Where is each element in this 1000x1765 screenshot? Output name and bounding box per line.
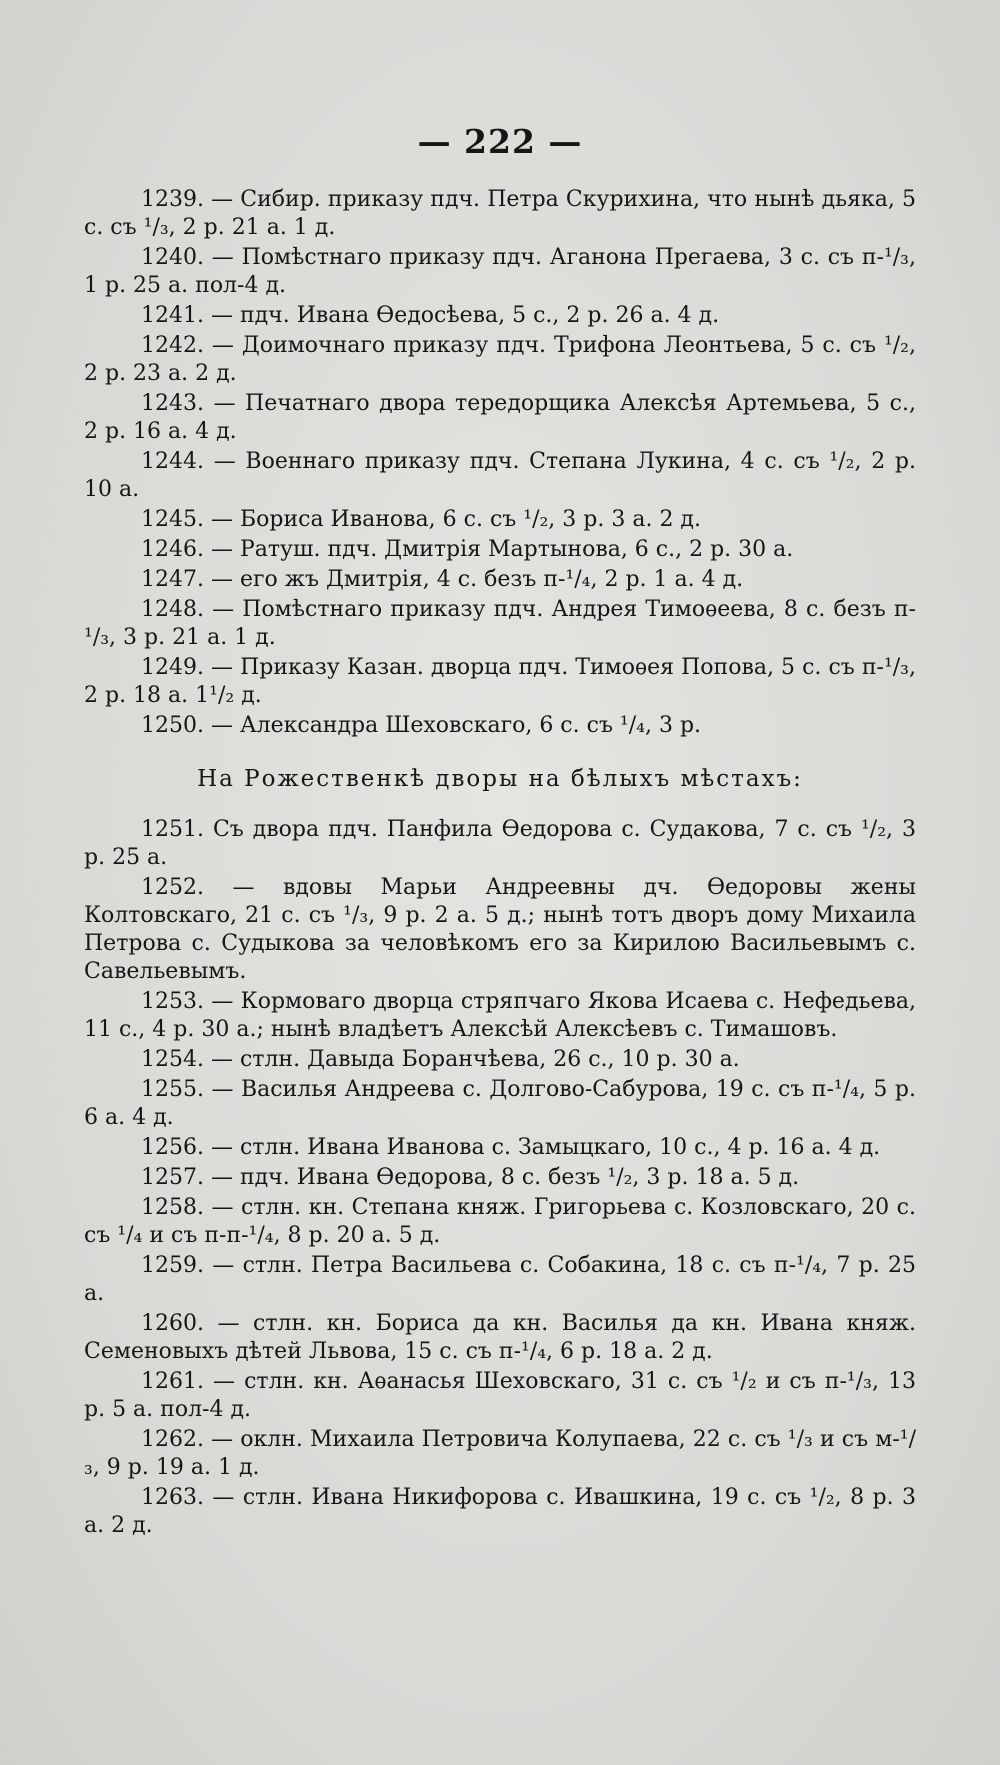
entry-1249: 1249. — Приказу Казан. дворца пдч. Тимоѳея Попова, 5 с. съ п-¹/₃, 2 р. 18 а. 1¹/₂ д. bbox=[84, 655, 916, 708]
page-body bbox=[84, 186, 916, 1542]
entry-1253: 1253. — Кормоваго дворца стряпчаго Якова Исаева с. Нефедьева, 11 с., 4 р. 30 а.; нынѣ владѣетъ Алексѣй Алексѣевъ с. Тимашовъ. bbox=[84, 989, 916, 1042]
entry-1241: 1241. — пдч. Ивана Ѳедосѣева, 5 с., 2 р. 26 а. 4 д. bbox=[141, 303, 720, 328]
page-number: — 222 — bbox=[417, 122, 583, 161]
entry-1252: 1252. — вдовы Марьи Андреевны дч. Ѳедоровы жены Колтовскаго, 21 с. съ ¹/₃, 9 р. 2 а. 5 д.; нынѣ тотъ дворъ дому Михаила Петрова с. Судыкова за человѣкомъ его за Кирилою Васильевымъ с. Савельевымъ. bbox=[84, 875, 916, 984]
entry-1260: 1260. — стлн. кн. Бориса да кн. Василья да кн. Ивана княж. Семеновыхъ дѣтей Львова, 15 с. съ п-¹/₄, 6 р. 18 а. 2 д. bbox=[84, 1311, 916, 1364]
entry-1258: 1258. — стлн. кн. Степана княж. Григорьева с. Козловскаго, 20 с. съ ¹/₄ и съ п-п-¹/₄, 8 р. 20 а. 5 д. bbox=[84, 1195, 916, 1248]
entry-1244: 1244. — Военнаго приказу пдч. Степана Лукина, 4 с. съ ¹/₂, 2 р. 10 а. bbox=[84, 449, 916, 502]
entry-1261: 1261. — стлн. кн. Аѳанасья Шеховскаго, 31 с. съ ¹/₂ и съ п-¹/₃, 13 р. 5 а. пол-4 д. bbox=[84, 1369, 916, 1422]
entry-1245: 1245. — Бориса Иванова, 6 с. съ ¹/₂, 3 р. 3 а. 2 д. bbox=[141, 507, 701, 532]
entry-1257: 1257. — пдч. Ивана Ѳедорова, 8 с. безъ ¹/₂, 3 р. 18 а. 5 д. bbox=[141, 1165, 800, 1190]
entry-1250: 1250. — Александра Шеховскаго, 6 с. съ ¹/₄, 3 р. bbox=[141, 713, 702, 738]
entry-1243: 1243. — Печатнаго двора тередорщика Алексѣя Артемьева, 5 с., 2 р. 16 а. 4 д. bbox=[84, 391, 916, 444]
section-heading: На Рожественкѣ дворы на бѣлыхъ мѣстахъ: bbox=[197, 766, 803, 792]
entry-1242: 1242. — Доимочнаго приказу пдч. Трифона Леонтьева, 5 с. съ ¹/₂, 2 р. 23 а. 2 д. bbox=[84, 333, 916, 386]
entry-1246: 1246. — Ратуш. пдч. Дмитрія Мартынова, 6 с., 2 р. 30 а. bbox=[141, 537, 794, 562]
entry-1251: 1251. Съ двора пдч. Панфила Ѳедорова с. Судакова, 7 с. съ ¹/₂, 3 р. 25 а. bbox=[84, 817, 916, 870]
entry-1259: 1259. — стлн. Петра Васильева с. Собакина, 18 с. съ п-¹/₄, 7 р. 25 а. bbox=[84, 1253, 916, 1306]
entry-1262: 1262. — оклн. Михаила Петровича Колупаева, 22 с. съ ¹/₃ и съ м-¹/₃, 9 р. 19 а. 1 д. bbox=[84, 1427, 916, 1480]
entry-1256: 1256. — стлн. Ивана Иванова с. Замыцкаго, 10 с., 4 р. 16 а. 4 д. bbox=[141, 1135, 881, 1160]
entry-1240: 1240. — Помѣстнаго приказу пдч. Аганона Прегаева, 3 с. съ п-¹/₃, 1 р. 25 а. пол-4 д. bbox=[84, 245, 916, 298]
entry-1248: 1248. — Помѣстнаго приказу пдч. Андрея Тимоѳеева, 8 с. безъ п-¹/₃, 3 р. 21 а. 1 д. bbox=[84, 597, 916, 650]
entry-1255: 1255. — Василья Андреева с. Долгово-Сабурова, 19 с. съ п-¹/₄, 5 р. 6 а. 4 д. bbox=[84, 1077, 916, 1130]
entry-1239: 1239. — Сибир. приказу пдч. Петра Скурихина, что нынѣ дьяка, 5 с. съ ¹/₃, 2 р. 21 а. 1 д. bbox=[84, 187, 916, 240]
entry-1247: 1247. — его жъ Дмитрія, 4 с. безъ п-¹/₄, 2 р. 1 а. 4 д. bbox=[141, 567, 744, 592]
entry-1263: 1263. — стлн. Ивана Никифорова с. Ивашкина, 19 с. съ ¹/₂, 8 р. 3 а. 2 д. bbox=[84, 1485, 916, 1538]
entry-1254: 1254. — стлн. Давыда Боранчѣева, 26 с., 10 р. 30 а. bbox=[141, 1047, 740, 1072]
